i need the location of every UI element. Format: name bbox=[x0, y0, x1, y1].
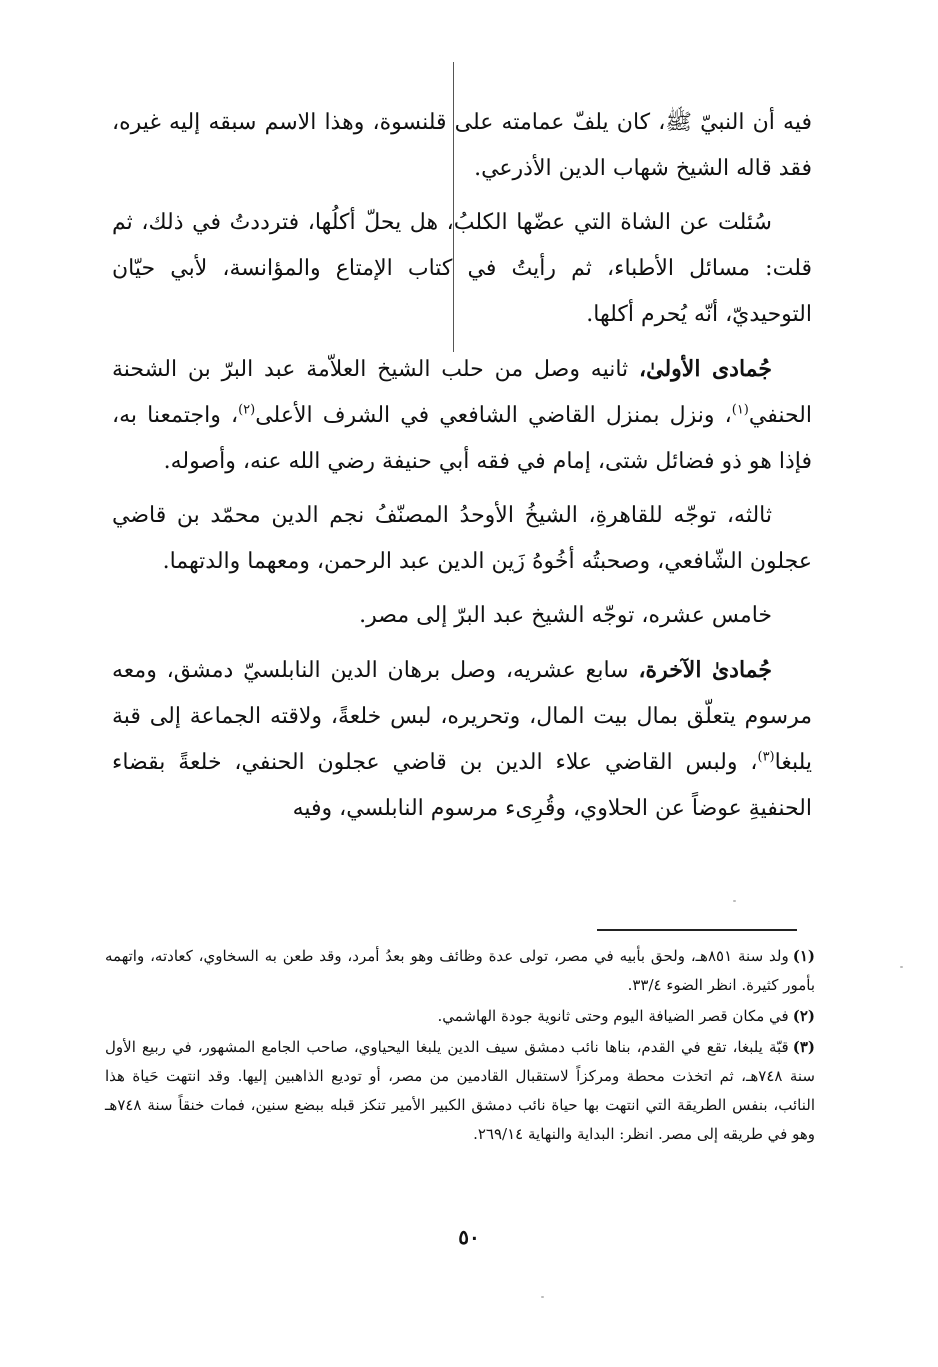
paragraph bbox=[112, 593, 812, 639]
footnote-text: ولد سنة ٨٥١هـ، ولحق بأبيه في مصر، تولى عدة وظائف وهو بعدُ أمرد، وقد طعن به السخاوي، كعادته، واتهمه بأمور كثيرة. انظر الضوء ٣٣/٤. bbox=[105, 947, 815, 994]
scan-speck bbox=[541, 1296, 544, 1298]
footnotes bbox=[105, 942, 815, 1151]
scan-speck bbox=[733, 900, 736, 902]
paragraph bbox=[112, 100, 812, 192]
paragraph-text: فيه أن النبيّ ﷺ، كان يلفّ عمامته على قلنسوة، وهذا الاسم سبقه إليه غيره، فقد قاله الشيخ شهاب الدين الأذرعي. bbox=[112, 110, 812, 181]
page-number: ٥٠ bbox=[458, 1225, 480, 1249]
footnote-number: (١) bbox=[792, 947, 815, 965]
paragraph bbox=[112, 493, 812, 585]
paragraph-text: خامس عشره، توجّه الشيخ عبد البرّ إلى مصر. bbox=[359, 603, 772, 628]
footnote-number: (٣) bbox=[792, 1038, 815, 1056]
paragraph bbox=[112, 647, 812, 832]
paragraph-text: ثالثه، توجّه للقاهرةِ، الشيخُ الأوحدُ المصنّفُ نجم الدين محمّد بن قاضي عجلون الشّافعي، وصحبتُه أخُوهُ زَين الدين عبد الرحمن، ومعهما والدتهما. bbox=[112, 503, 812, 574]
paragraph-text: سابع عشريه، وصل برهان الدين النابلسيّ دمشق، ومعه مرسوم يتعلّق بمال بيت المال، وتحريره، لبس خلعةً، ولاقته الجماعة إلى قبة يلبغا bbox=[112, 658, 812, 775]
section-heading: جُمادى الأولىٰ، bbox=[639, 356, 772, 382]
footnote-separator bbox=[597, 929, 797, 931]
scan-speck bbox=[900, 966, 903, 968]
footnote bbox=[105, 1033, 815, 1149]
footnote-ref: (٢) bbox=[238, 402, 256, 418]
footnote bbox=[105, 1002, 815, 1031]
main-text bbox=[112, 100, 812, 832]
footnote-ref: (١) bbox=[731, 402, 749, 418]
paragraph-text: ، ونزل بمنزل القاضي الشافعي في الشرف الأعلى bbox=[255, 403, 732, 428]
footnote-number: (٢) bbox=[792, 1007, 815, 1025]
paragraph-text: ، واجتمعنا به، فإذا هو ذو فضائل شتى، إمام في فقه أبي حنيفة رضي الله عنه، وأصوله. bbox=[112, 403, 812, 474]
paragraph-text: ، ولبس القاضي علاء الدين بن قاضي عجلون الحنفي، خلعةً بقضاء الحنفيةِ عوضاً عن الحلاوي، وقُرِىء مرسوم النابلسي، وفيه bbox=[112, 750, 812, 821]
paragraph bbox=[112, 200, 812, 338]
footnote-text: في مكان قصر الضيافة اليوم وحتى ثانوية جودة الهاشمي. bbox=[437, 1007, 789, 1025]
footnote-ref: (٣) bbox=[757, 749, 775, 765]
paragraph bbox=[112, 346, 812, 485]
paragraph-text: ثانيه وصل من حلب الشيخ العلاّمة عبد البرّ بن الشحنة الحنفي bbox=[112, 357, 812, 428]
footnote bbox=[105, 942, 815, 1000]
paragraph-text: سُئلت عن الشاة التي عضّها الكلبُ، هل يحلّ أكلُها، فترددتُ في ذلك، ثم قلت: مسائل الأطباء، ثم رأيتُ في كتاب الإمتاع والمؤانسة، لأبي حيّان التوحيديّ، أنّه يُحرم أكلها. bbox=[112, 210, 812, 327]
footnote-text: قبّة يلبغا، تقع في القدم، بناها نائب دمشق سيف الدين يلبغا اليحياوي، صاحب الجامع المشهور، في ربيع الأول سنة ٧٤٨هـ، ثم اتخذت محطة ومركزاً لاستقبال القادمين من مصر، أو توديع الذاهبين إليها. وقد انتهت حَياة هذا النائب، بنفس الطريقة التي انتهت بها حياة نائب دمشق الكبير الأمير تنكز قبله ببضع سنين، فمات خنقاً سنة ٧٤٨هـ وهو في طريقه إلى مصر. انظر: البداية والنهاية ٢٦٩/١٤. bbox=[105, 1038, 815, 1143]
section-heading: جُمادىٰ الآخرة، bbox=[638, 657, 772, 683]
